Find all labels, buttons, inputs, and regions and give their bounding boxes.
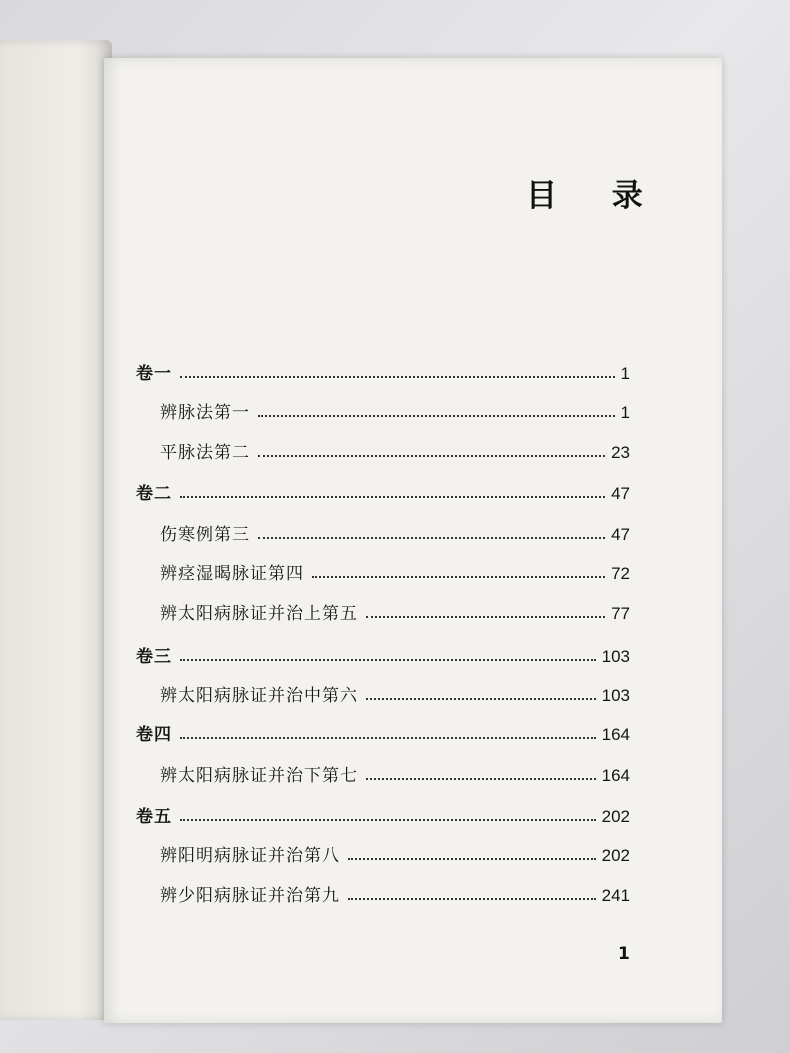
- toc-entry: [160, 840, 630, 866]
- toc-leader-dots: [180, 494, 605, 498]
- toc-entry-page: 77: [611, 604, 630, 623]
- toc-entry: [160, 437, 630, 463]
- toc-leader-dots: [348, 856, 596, 860]
- toc-entry-label: 辨太阳病脉证并治下第七: [160, 766, 358, 786]
- toc-leader-dots: [180, 657, 596, 661]
- toc-leader-dots: [180, 735, 596, 739]
- toc-entry-page: 164: [601, 766, 630, 785]
- toc-entry-label: 辨太阳病脉证并治上第五: [160, 604, 358, 624]
- toc-entry-page: 103: [601, 647, 630, 666]
- toc-entry-label: 平脉法第二: [160, 443, 250, 463]
- toc-entry: [160, 760, 630, 786]
- toc-entry: [160, 680, 630, 706]
- toc-leader-dots: [366, 614, 605, 618]
- toc-entry: [136, 641, 630, 667]
- toc-entry-label: 辨痉湿暍脉证第四: [160, 564, 304, 584]
- toc-entry: [160, 598, 630, 624]
- toc-title: 目 录: [526, 178, 665, 214]
- toc-entry-page: 72: [611, 564, 630, 583]
- toc-entry: [160, 880, 630, 906]
- toc-entry-label: 卷二: [136, 484, 172, 504]
- toc-entry-label: 卷三: [136, 647, 172, 667]
- toc-leader-dots: [366, 696, 596, 700]
- toc-entry-page: 202: [601, 807, 630, 826]
- toc-entry: [160, 397, 630, 423]
- toc-entry-label: 辨太阳病脉证并治中第六: [160, 686, 358, 706]
- toc-entry-label: 辨阳明病脉证并治第八: [160, 846, 340, 866]
- toc-entry-page: 103: [601, 686, 630, 705]
- toc-entry-page: 202: [601, 846, 630, 865]
- toc-leader-dots: [258, 453, 605, 457]
- toc-entry-page: 47: [611, 484, 630, 503]
- toc-entry-label: 辨少阳病脉证并治第九: [160, 886, 340, 906]
- toc-entry: [136, 719, 630, 745]
- toc-leader-dots: [258, 535, 605, 539]
- toc-entry: [160, 558, 630, 584]
- toc-entry-label: 辨脉法第一: [160, 403, 250, 423]
- toc-entry-page: 164: [601, 725, 630, 744]
- toc-entry-page: 1: [620, 364, 630, 383]
- toc-entry-label: 卷四: [136, 725, 172, 745]
- toc-leader-dots: [366, 776, 596, 780]
- toc-entry-label: 卷一: [136, 364, 172, 384]
- toc-leader-dots: [180, 817, 596, 821]
- toc-entry: [136, 801, 630, 827]
- toc-entry: [136, 358, 630, 384]
- toc-leader-dots: [258, 413, 615, 417]
- toc-entry-label: 伤寒例第三: [160, 525, 250, 545]
- toc-leader-dots: [348, 896, 596, 900]
- toc-leader-dots: [312, 574, 605, 578]
- toc-entry-page: 1: [620, 403, 630, 422]
- toc-entry: [160, 519, 630, 545]
- toc-entry-label: 卷五: [136, 807, 172, 827]
- toc-leader-dots: [180, 374, 615, 378]
- toc-entry-page: 23: [611, 443, 630, 462]
- toc-entry-page: 47: [611, 525, 630, 544]
- page-number: 1: [618, 944, 630, 964]
- toc-entry: [136, 478, 630, 504]
- toc-entry-page: 241: [601, 886, 630, 905]
